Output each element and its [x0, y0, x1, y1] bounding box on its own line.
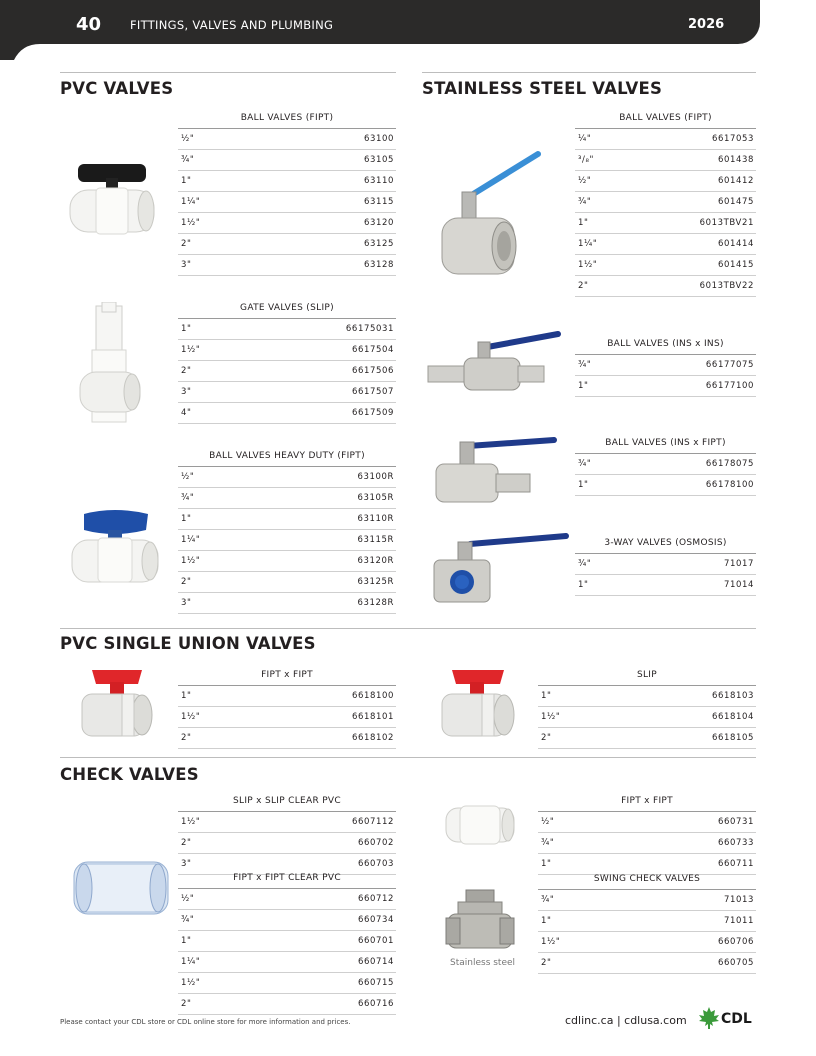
table-row: [538, 911, 756, 932]
single-union-red-valve-image: [80, 668, 156, 742]
table-row: [178, 255, 396, 276]
size-cell: ¾": [181, 493, 195, 503]
size-cell: 2": [541, 733, 552, 743]
product-code-cell: 601414: [717, 239, 754, 249]
table-pvc-gate-slip: [178, 297, 396, 424]
product-code-cell: 6617506: [351, 366, 394, 376]
size-cell: 1": [541, 859, 552, 869]
product-code-cell: 601415: [717, 260, 754, 270]
table-row: [178, 488, 396, 509]
table-row: [575, 129, 756, 150]
ss-ball-valve-ins-fipt-image: [434, 432, 558, 506]
size-cell: ½": [181, 472, 195, 482]
section-rule: [60, 72, 396, 73]
size-cell: ¾": [181, 915, 195, 925]
section-title-single-union: PVC SINGLE UNION VALVES: [60, 634, 316, 653]
product-code-cell: 63115R: [357, 535, 394, 545]
product-code-cell: 63100: [363, 134, 394, 144]
size-cell: 1½": [578, 260, 598, 270]
section-title-pvc-valves: PVC VALVES: [60, 79, 174, 98]
size-cell: ¾": [578, 360, 592, 370]
table-heading: FIPT x FIPT: [538, 790, 756, 812]
size-cell: 1½": [181, 712, 201, 722]
table-row: [178, 973, 396, 994]
product-code-cell: 660714: [357, 957, 394, 967]
table-row: [178, 994, 396, 1015]
size-cell: ¾": [578, 459, 592, 469]
table-heading: SLIP x SLIP CLEAR PVC: [178, 790, 396, 812]
table-row: [178, 361, 396, 382]
size-cell: 1": [578, 580, 589, 590]
stainless-steel-caption: Stainless steel: [450, 958, 516, 968]
size-cell: 4": [181, 408, 192, 418]
table-single-union-slip: [538, 664, 756, 749]
product-code-cell: 660733: [717, 838, 754, 848]
size-cell: 1": [181, 176, 192, 186]
product-code-cell: 63120R: [357, 556, 394, 566]
table-row: [575, 192, 756, 213]
size-cell: ¾": [578, 197, 592, 207]
table-row: [538, 686, 756, 707]
header-band: [0, 0, 760, 44]
table-row: [178, 150, 396, 171]
product-code-cell: 63105R: [357, 493, 394, 503]
table-row: [178, 530, 396, 551]
clear-check-valve-image: [72, 856, 170, 920]
table-row: [575, 276, 756, 297]
size-cell: 1": [578, 480, 589, 490]
product-code-cell: 6617504: [351, 345, 394, 355]
product-code-cell: 6618100: [351, 691, 394, 701]
product-code-cell: 6618105: [711, 733, 754, 743]
product-code-cell: 71014: [723, 580, 754, 590]
size-cell: 1½": [181, 817, 201, 827]
header-year: 2026: [688, 17, 725, 32]
size-cell: ¾": [541, 895, 555, 905]
size-cell: 1": [541, 916, 552, 926]
table-row: [178, 319, 396, 340]
product-code-cell: 660712: [357, 894, 394, 904]
product-code-cell: 71017: [723, 559, 754, 569]
product-code-cell: 660716: [357, 999, 394, 1009]
table-ss-ball-ins-ins: [575, 333, 756, 397]
table-ss-ball-fipt: [575, 107, 756, 297]
product-code-cell: 71013: [723, 895, 754, 905]
table-heading: SLIP: [538, 664, 756, 686]
section-rule: [60, 628, 756, 629]
table-row: [178, 213, 396, 234]
product-code-cell: 66175031: [345, 324, 394, 334]
header-title: FITTINGS, VALVES AND PLUMBING: [130, 18, 334, 32]
table-heading: BALL VALVES (INS x INS): [575, 333, 756, 355]
table-heading: SWING CHECK VALVES: [538, 868, 756, 890]
maple-leaf-icon: [698, 1006, 720, 1030]
product-code-cell: 63110: [363, 176, 394, 186]
table-heading: BALL VALVES (FIPT): [575, 107, 756, 129]
table-row: [178, 129, 396, 150]
size-cell: 1¼": [181, 197, 201, 207]
size-cell: ½": [541, 817, 555, 827]
table-row: [538, 833, 756, 854]
single-union-red-slip-valve-image: [440, 668, 518, 742]
product-code-cell: 601438: [717, 155, 754, 165]
size-cell: 1¼": [578, 239, 598, 249]
product-code-cell: 6617509: [351, 408, 394, 418]
table-heading: BALL VALVES HEAVY DUTY (FIPT): [178, 445, 396, 467]
product-code-cell: 63115: [363, 197, 394, 207]
table-row: [178, 192, 396, 213]
size-cell: 1": [181, 691, 192, 701]
table-row: [178, 234, 396, 255]
table-row: [538, 890, 756, 911]
footer-urls[interactable]: cdlinc.ca | cdlusa.com: [565, 1014, 687, 1027]
table-row: [575, 213, 756, 234]
pvc-gate-valve-image: [76, 302, 144, 426]
table-check-fipt: [538, 790, 756, 875]
size-cell: ¾": [541, 838, 555, 848]
size-cell: 2": [181, 733, 192, 743]
product-code-cell: 6617507: [351, 387, 394, 397]
size-cell: 3": [181, 387, 192, 397]
size-cell: 1": [541, 691, 552, 701]
ss-ball-valve-image: [440, 148, 542, 280]
section-title-check-valves: CHECK VALVES: [60, 765, 199, 784]
product-code-cell: 6618102: [351, 733, 394, 743]
size-cell: 1¼": [181, 957, 201, 967]
table-heading: BALL VALVES (FIPT): [178, 107, 396, 129]
table-heading: FIPT x FIPT: [178, 664, 396, 686]
table-row: [178, 382, 396, 403]
table-row: [575, 255, 756, 276]
size-cell: 3": [181, 859, 192, 869]
size-cell: 1½": [181, 218, 201, 228]
table-row: [538, 728, 756, 749]
table-heading: 3-WAY VALVES (OSMOSIS): [575, 532, 756, 554]
product-code-cell: 63100R: [357, 472, 394, 482]
size-cell: 2": [181, 366, 192, 376]
size-cell: 2": [181, 838, 192, 848]
page-header: [0, 0, 816, 60]
table-check-slip-clear: [178, 790, 396, 875]
product-code-cell: 660701: [357, 936, 394, 946]
table-row: [538, 932, 756, 953]
table-row: [575, 355, 756, 376]
product-code-cell: 660703: [357, 859, 394, 869]
table-row: [575, 150, 756, 171]
table-row: [178, 889, 396, 910]
ss-three-way-valve-image: [430, 530, 570, 606]
product-code-cell: 660702: [357, 838, 394, 848]
product-code-cell: 63105: [363, 155, 394, 165]
size-cell: 1½": [181, 345, 201, 355]
size-cell: ½": [181, 134, 195, 144]
table-row: [178, 728, 396, 749]
product-code-cell: 6618104: [711, 712, 754, 722]
pvc-ball-valve-blue-image: [70, 508, 160, 584]
table-row: [178, 686, 396, 707]
table-row: [178, 707, 396, 728]
table-row: [575, 554, 756, 575]
table-row: [575, 454, 756, 475]
size-cell: 3": [181, 598, 192, 608]
table-heading: BALL VALVES (INS x FIPT): [575, 432, 756, 454]
pvc-check-valve-image: [444, 802, 516, 848]
product-code-cell: 71011: [723, 916, 754, 926]
product-code-cell: 66178075: [705, 459, 754, 469]
table-row: [538, 953, 756, 974]
size-cell: ¾": [181, 155, 195, 165]
table-row: [178, 467, 396, 488]
size-cell: ³/₈": [578, 155, 594, 165]
product-code-cell: 6607112: [351, 817, 394, 827]
size-cell: ½": [181, 894, 195, 904]
size-cell: 2": [578, 281, 589, 291]
table-row: [178, 509, 396, 530]
table-ss-three-way: [575, 532, 756, 596]
ss-swing-check-valve-image: [444, 888, 516, 954]
product-code-cell: 601412: [717, 176, 754, 186]
table-check-swing: [538, 868, 756, 974]
size-cell: ¼": [578, 134, 592, 144]
size-cell: ¾": [578, 559, 592, 569]
section-rule: [60, 757, 756, 758]
size-cell: 1": [181, 936, 192, 946]
pvc-ball-valve-black-image: [66, 160, 158, 236]
product-code-cell: 6617053: [711, 134, 754, 144]
product-code-cell: 63128R: [357, 598, 394, 608]
size-cell: 1": [578, 381, 589, 391]
product-code-cell: 660706: [717, 937, 754, 947]
table-heading: FIPT x FIPT CLEAR PVC: [178, 867, 396, 889]
size-cell: 2": [181, 577, 192, 587]
table-row: [178, 812, 396, 833]
table-row: [575, 234, 756, 255]
table-row: [575, 575, 756, 596]
footer-note: Please contact your CDL store or CDL online store for more information and prices.: [60, 1018, 351, 1026]
product-code-cell: 63120: [363, 218, 394, 228]
product-code-cell: 66177100: [705, 381, 754, 391]
product-code-cell: 63125: [363, 239, 394, 249]
table-row: [575, 171, 756, 192]
size-cell: 1½": [181, 556, 201, 566]
size-cell: 1": [578, 218, 589, 228]
product-code-cell: 6618103: [711, 691, 754, 701]
table-row: [178, 952, 396, 973]
table-row: [178, 403, 396, 424]
table-single-union-fipt: [178, 664, 396, 749]
ss-ball-valve-ins-ins-image: [426, 328, 564, 394]
cdl-logo-text: CDL: [721, 1011, 752, 1027]
table-row: [178, 572, 396, 593]
product-code-cell: 66177075: [705, 360, 754, 370]
table-row: [178, 931, 396, 952]
table-pvc-ball-heavy-duty: [178, 445, 396, 614]
product-code-cell: 660715: [357, 978, 394, 988]
size-cell: 1½": [181, 978, 201, 988]
table-row: [538, 812, 756, 833]
size-cell: ½": [578, 176, 592, 186]
product-code-cell: 63128: [363, 260, 394, 270]
product-code-cell: 601475: [717, 197, 754, 207]
table-row: [178, 551, 396, 572]
table-row: [178, 833, 396, 854]
product-code-cell: 660711: [717, 859, 754, 869]
size-cell: 2": [541, 958, 552, 968]
size-cell: 1": [181, 324, 192, 334]
product-code-cell: 63110R: [357, 514, 394, 524]
table-row: [575, 376, 756, 397]
product-code-cell: 6618101: [351, 712, 394, 722]
table-ss-ball-ins-fipt: [575, 432, 756, 496]
table-row: [178, 171, 396, 192]
product-code-cell: 6013TBV21: [699, 218, 754, 228]
size-cell: 3": [181, 260, 192, 270]
size-cell: 1½": [541, 712, 561, 722]
section-title-stainless-valves: STAINLESS STEEL VALVES: [422, 79, 663, 98]
page-number: 40: [76, 14, 102, 35]
section-rule: [422, 72, 756, 73]
size-cell: 1½": [541, 937, 561, 947]
table-check-fipt-clear: [178, 867, 396, 1015]
table-pvc-ball-fipt: [178, 107, 396, 276]
table-heading: GATE VALVES (SLIP): [178, 297, 396, 319]
table-row: [178, 340, 396, 361]
product-code-cell: 660705: [717, 958, 754, 968]
size-cell: 1": [181, 514, 192, 524]
table-row: [178, 593, 396, 614]
table-row: [538, 707, 756, 728]
product-code-cell: 660734: [357, 915, 394, 925]
product-code-cell: 66178100: [705, 480, 754, 490]
product-code-cell: 660731: [717, 817, 754, 827]
table-row: [178, 910, 396, 931]
size-cell: 1¼": [181, 535, 201, 545]
size-cell: 2": [181, 239, 192, 249]
product-code-cell: 63125R: [357, 577, 394, 587]
product-code-cell: 6013TBV22: [699, 281, 754, 291]
table-row: [575, 475, 756, 496]
size-cell: 2": [181, 999, 192, 1009]
